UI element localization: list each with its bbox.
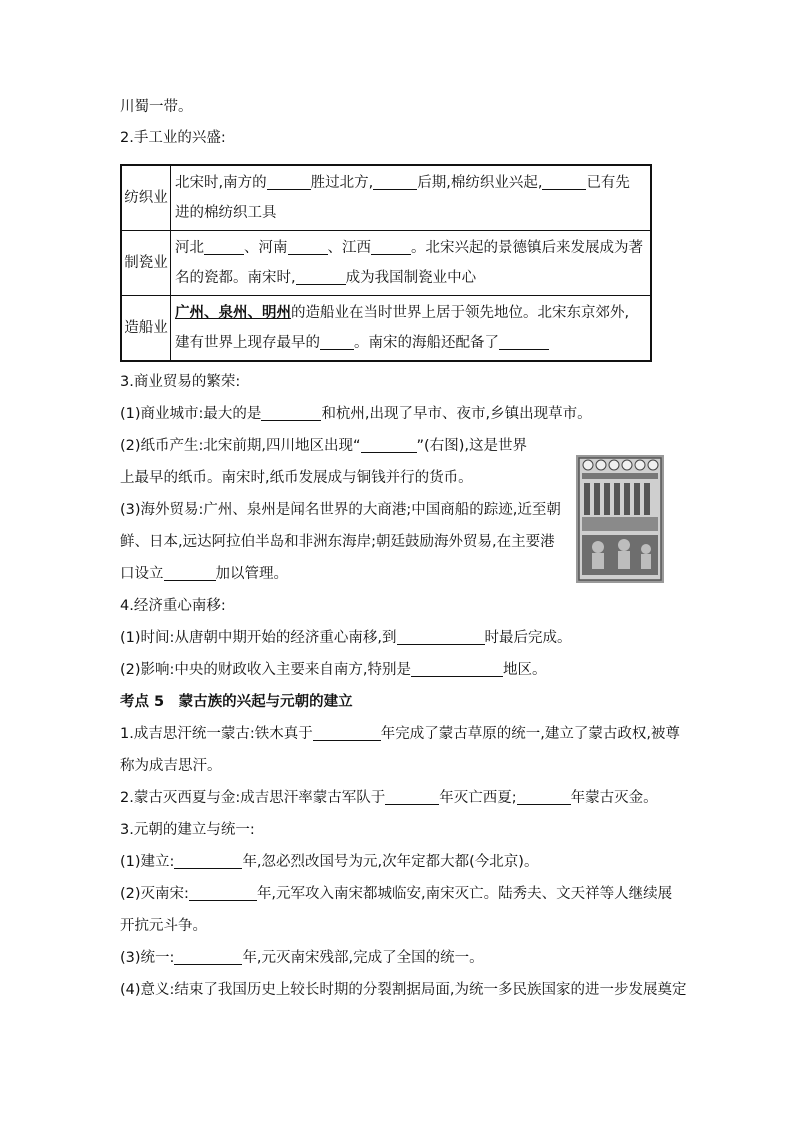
kaodian5-p3: 3.元朝的建立与统一: [120,822,255,838]
row-content: 广州、泉州、明州的造船业在当时世界上居于领先地位。北宋东京郊外, 建有世界上现存最早的 。南宋的海船还配备了 [171,296,652,362]
table-row [121,165,651,231]
fill-blank[interactable] [261,404,321,421]
fill-blank[interactable] [361,436,417,453]
table-row [121,231,651,296]
fill-blank[interactable] [267,173,311,190]
fill-blank[interactable] [397,628,485,645]
fill-blank[interactable] [499,333,549,350]
fill-blank[interactable] [313,724,381,741]
row-content: 河北 、河南 、江西 。北宋兴起的景德镇后来发展成为著 名的瓷都。南宋时, 成为我国制瓷业中心 [171,231,652,296]
fill-blank[interactable] [174,948,242,965]
page-content [120,92,687,1006]
row-category: 造船业 [121,296,171,362]
fill-blank[interactable] [174,852,242,869]
commerce-city: (1)商业城市:最大的是 和杭州,出现了早市、夜市,乡镇出现草市。 [120,406,592,422]
fill-blank[interactable] [164,564,216,581]
kaodian5-p2: 2.蒙古灭西夏与金:成吉思汗率蒙古军队于 年灭亡西夏; 年蒙古灭金。 [120,790,658,806]
commerce-overseas-2: 鲜、日本,远达阿拉伯半岛和非洲东海岸;朝廷鼓励海外贸易,在主要港 [120,534,555,550]
commerce-paper-money-2: 上最早的纸币。南宋时,纸币发展成与铜钱并行的货币。 [120,470,473,486]
fill-blank[interactable] [411,660,503,677]
kaodian5-p1: 1.成吉思汗统一蒙古:铁木真于 年完成了蒙古草原的统一,建立了蒙古政权,被尊 [120,726,680,742]
fill-blank[interactable] [296,268,346,285]
handicraft-heading: 2.手工业的兴盛: [120,130,226,146]
kaodian5-p3-1: (1)建立: 年,忽必烈改国号为元,次年定都大都(今北京)。 [120,854,539,870]
fill-blank[interactable] [204,238,244,255]
commerce-heading: 3.商业贸易的繁荣: [120,374,241,390]
kaodian5-p3-4: (4)意义:结束了我国历史上较长时期的分裂割据局面,为统一多民族国家的进一步发展奠定 [120,982,687,998]
kaodian5-title: 考点 5 蒙古族的兴起与元朝的建立 [120,694,353,710]
fill-blank[interactable] [517,788,571,805]
intro-line: 川蜀一带。 [120,99,193,115]
handicraft-table [120,164,652,362]
fill-blank[interactable] [320,333,354,350]
jiaozi-banknote-image [576,455,664,583]
row-content: 北宋时,南方的 胜过北方, 后期,棉纺织业兴起, 已有先 进的棉纺织工具 [171,165,652,231]
shift-time: (1)时间:从唐朝中期开始的经济重心南移,到 时最后完成。 [120,630,572,646]
fill-blank[interactable] [371,238,411,255]
commerce-paper-money: (2)纸币产生:北宋前期,四川地区出现“ ”(右图),这是世界 [120,438,527,454]
kaodian5-p3-2: (2)灭南宋: 年,元军攻入南宋都城临安,南宋灭亡。陆秀夫、文天祥等人继续展 [120,886,673,902]
fill-blank[interactable] [373,173,417,190]
fill-blank[interactable] [542,173,586,190]
kaodian5-p1-2: 称为成吉思汗。 [120,758,222,774]
fill-blank[interactable] [189,884,257,901]
shift-heading: 4.经济重心南移: [120,598,226,614]
row-category: 制瓷业 [121,231,171,296]
shift-impact: (2)影响:中央的财政收入主要来自南方,特别是 地区。 [120,662,547,678]
commerce-overseas-3: 口设立 加以管理。 [120,566,288,582]
table-row [121,296,651,362]
fill-blank[interactable] [385,788,439,805]
row-category: 纺织业 [121,165,171,231]
fill-blank[interactable] [288,238,328,255]
kaodian5-p3-2b: 开抗元斗争。 [120,918,207,934]
commerce-overseas-1: (3)海外贸易:广州、泉州是闻名世界的大商港;中国商船的踪迹,近至朝 [120,502,561,518]
kaodian5-p3-3: (3)统一: 年,元灭南宋残部,完成了全国的统一。 [120,950,484,966]
